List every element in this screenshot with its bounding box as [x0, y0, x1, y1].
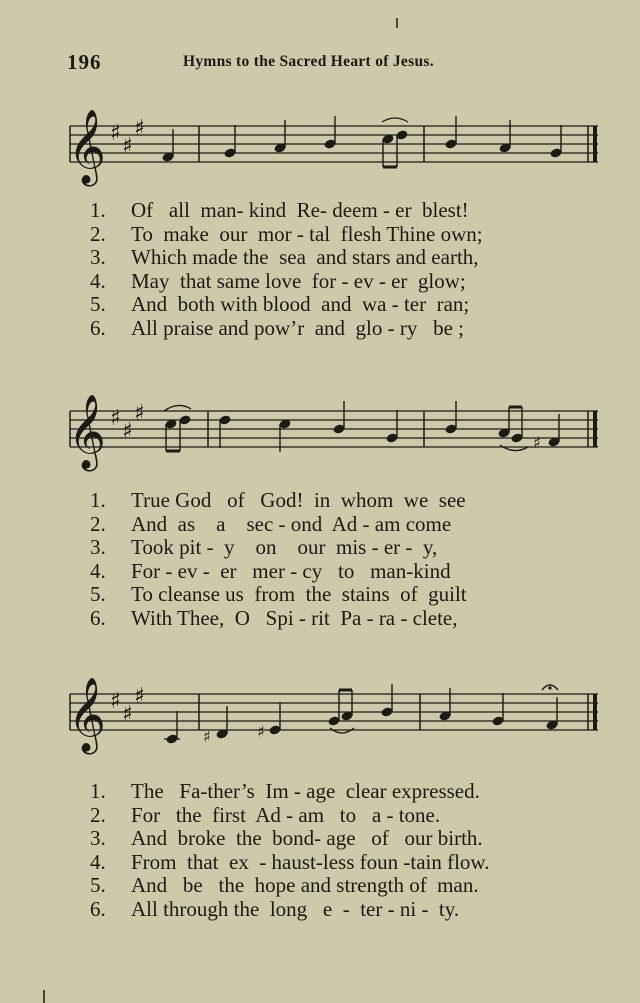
verse-line	[0, 536, 640, 560]
verse-text: True God of God! in whom we see	[131, 488, 466, 512]
verse-number: 1.	[90, 779, 106, 803]
verse-text: And both with blood and wa - ter ran;	[131, 292, 470, 317]
svg-text:♯: ♯	[122, 419, 133, 444]
verse-number: 4.	[90, 558, 106, 583]
verse-number: 1.	[90, 488, 106, 512]
verse-number: 3.	[90, 535, 106, 560]
verse-text: And broke the bond- age of our birth.	[131, 826, 483, 851]
verse-text: With Thee, O Spi - rit Pa - ra - clete,	[131, 605, 458, 630]
verse-text: And be the hope and strength of man.	[131, 873, 479, 898]
verse-line	[0, 317, 640, 341]
verse-line	[0, 293, 640, 317]
svg-text:𝄞: 𝄞	[68, 678, 106, 752]
verse-text: All praise and pow’r and glo - ry be ;	[131, 315, 464, 340]
verse-text: All through the long e - ter - ni - ty.	[131, 896, 460, 921]
svg-text:♯: ♯	[122, 134, 133, 159]
verse-text: From that ex - haust-less foun -tain flow.	[131, 849, 490, 874]
svg-text:𝄞: 𝄞	[68, 395, 106, 469]
music-staff-2	[58, 393, 606, 479]
music-staff-3	[58, 676, 606, 762]
verse-number: 6.	[90, 896, 106, 921]
verse-number: 5.	[90, 292, 106, 317]
verse-line	[0, 270, 640, 294]
svg-text:♯: ♯	[122, 702, 133, 727]
music-staff-1	[58, 108, 606, 194]
verse-line	[0, 246, 640, 270]
verse-number: 2.	[90, 802, 106, 827]
verse-number: 2.	[90, 221, 106, 246]
verse-number: 2.	[90, 511, 106, 536]
verse-text: Took pit - y on our mis - er - y,	[131, 535, 438, 560]
verse-block-3	[0, 780, 640, 922]
verse-line	[0, 607, 640, 631]
verse-line	[0, 560, 640, 584]
verse-line	[0, 898, 640, 922]
verse-line	[0, 851, 640, 875]
svg-text:♯: ♯	[134, 116, 145, 141]
page-number: 196	[67, 50, 102, 74]
verse-line	[0, 489, 640, 513]
verse-number: 4.	[90, 849, 106, 874]
svg-text:♯: ♯	[110, 121, 121, 146]
svg-text:♯: ♯	[134, 684, 145, 709]
verse-number: 6.	[90, 315, 106, 340]
music-notation	[58, 108, 606, 194]
svg-text:𝄞: 𝄞	[68, 110, 106, 184]
verse-line	[0, 583, 640, 607]
svg-text:♯: ♯	[134, 401, 145, 426]
svg-text:♯: ♯	[257, 722, 265, 741]
verse-block-1	[0, 199, 640, 341]
verse-text: To cleanse us from the stains of guilt	[131, 582, 467, 607]
verse-number: 4.	[90, 268, 106, 293]
verse-text: Of all man- kind Re- deem - er blest!	[131, 198, 469, 222]
printer-mark	[396, 18, 398, 28]
verse-text: To make our mor - tal flesh Thine own;	[131, 221, 483, 246]
verse-number: 6.	[90, 605, 106, 630]
verse-number: 5.	[90, 582, 106, 607]
verse-number: 3.	[90, 245, 106, 270]
verse-line	[0, 827, 640, 851]
music-notation	[58, 393, 606, 479]
verse-text: For the first Ad - am to a - tone.	[131, 802, 441, 827]
verse-line	[0, 874, 640, 898]
verse-text: Which made the sea and stars and earth,	[131, 245, 479, 270]
running-title: Hymns to the Sacred Heart of Jesus.	[183, 53, 434, 70]
verse-line	[0, 513, 640, 537]
verse-line	[0, 804, 640, 828]
page-header	[0, 48, 640, 78]
verse-text: May that same love for - ev - er glow;	[131, 268, 466, 293]
svg-text:♯: ♯	[533, 433, 541, 452]
svg-text:♯: ♯	[110, 406, 121, 431]
verse-number: 5.	[90, 873, 106, 898]
verse-text: For - ev - er mer - cy to man-kind	[131, 558, 451, 583]
verse-line	[0, 780, 640, 804]
verse-number: 1.	[90, 198, 106, 222]
printer-mark	[43, 990, 45, 1003]
svg-text:♯: ♯	[110, 689, 121, 714]
music-notation	[58, 676, 606, 762]
svg-text:♯: ♯	[203, 727, 211, 746]
verse-text: The Fa-ther’s Im - age clear expressed.	[131, 779, 480, 803]
verse-text: And as a sec - ond Ad - am come	[131, 511, 452, 536]
verse-block-2	[0, 489, 640, 631]
verse-line	[0, 223, 640, 247]
verse-line	[0, 199, 640, 223]
verse-number: 3.	[90, 826, 106, 851]
